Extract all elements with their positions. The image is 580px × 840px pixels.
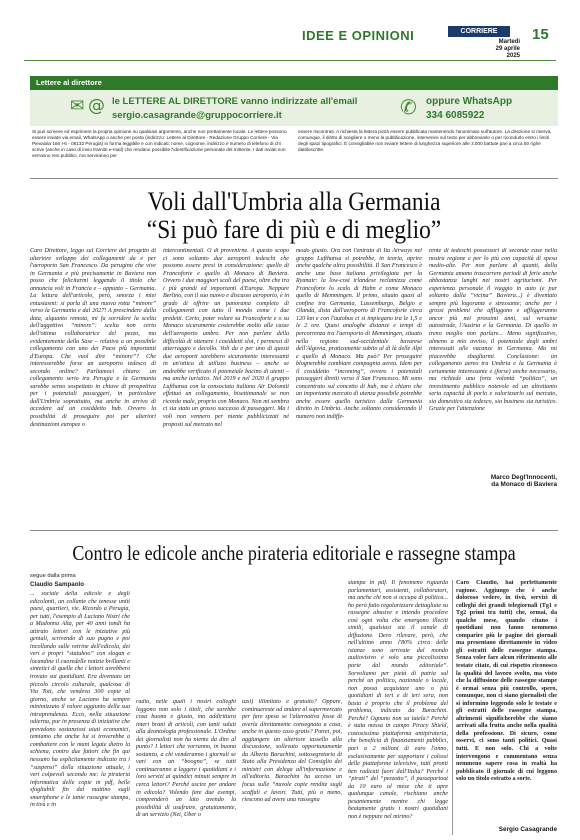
letters-banner: Lettere al direttore <box>30 76 558 90</box>
letter1-headline: Voli dall'Umbria alla Germania <box>147 187 441 216</box>
letter1-column-1: Caro Direttore, leggo sul Corriere del progetto di ulteriore sviluppo dei collegamenti da e per l'aeroporto San Francesco. Da perugino che vive in Germania e più precisamente in Baviera non posso che felicitarmi leggendo il titolo che annuncia voli in Francia e – appunto – Germania. La lettura dell'articolo, però, smorza i miei entusiasmi: si parla di una nuova rotta “minore” verso la Germania e dal 2027! A prescindere dalla data, alquanto remota, mi fa sorridere la scelta dell'aggettivo “minore”: scelta non certo dell'ottima collaboratrice del pezzo, ma evidentemente della Sase – relativa a un possibile collegamento con uno dei Paesi più importanti d'Europa. Che vuol dire “minore”? Che interesserebbe forse un aeroporto tedesco di secondo ordine? Parliamoci chiaro: un collegamento serio tra Perugia e la Germania sarebbe senso sospettato in chiave di prospettiva per i potenziali passeggeri, in particolare dall'Umbria soprattutto, ma anche in arrivo di accedere ad un cosiddetto hub. Ovvero la possibilità di proseguire poi per ulteriori destinazioni europee o <box>30 248 156 428</box>
editor-reply-signature-block <box>456 826 557 833</box>
whatsapp-icon: ✆ <box>400 95 417 119</box>
letter1-signature-place: da Monaco di Baviera <box>491 481 557 488</box>
page-number: 15 <box>532 26 549 43</box>
issue-day-month: 29 aprile <box>495 46 520 52</box>
letter2-author <box>30 581 84 588</box>
letter1-column-2: intercontinentali. O di provenirne. A questo scopo ci sono soltanto due aeroporti tedeschi che possono essere presi in considerazione: quello di Francoforte e quello di Monaco di Baviera. Ovvero i due maggiori scali del paese, oltre che tra i più grandi ed importanti d'Europa. Neppure Berlino, con il suo nuovo e discusso aeroporto, è in grado di offrire un panorama completo di collegamenti con tutto il mondo come i due predetti. Certo, poter volare su Francoforte e o su Monaco sicuramente costerebbe molto alle casse dell'aeroporto umbro. Per non parlare della difficoltà di ottenere i cosiddetti slot, i permessi di atterraggio e decollo. Voli da e per uno di questi due aeroporti sarebbero sicuramente interessanti in un'ottica di utilizzo business – anche se andrebbe verificato il potenziale bacino di utenti – ma anche turistico. Nel 2019 e nel 2020 il gruppo Lufthansa con la consociata italiana Air Dolomiti effettuò un collegamento, bisettimanale se non ricordo male, proprio con Monaco. Non mi sembra ci sia stato un grosso successo di passeggeri. Ma i voli non vennero per niente pubblicizzati né proposti sul mercato nel <box>163 248 289 428</box>
letter2-headline: Contro le edicole anche pirateria editoriale e rassegne stampa <box>72 541 516 565</box>
issue-year: 2025 <box>506 53 520 59</box>
letter2-followup: segue dalla prima <box>30 573 76 579</box>
letter2-column-4: stampa in pdf. Il fenomeno riguarda parlamentari, assistenti, collaboratori, ma anche chi non si occupa di politica... ho però fatto regolarizzare dettagliate su rassegne abusive e intendo procedere così ogni volta che emergono illeciti simili, qualsiasi sia il canale di diffusione. Devo rilevare, però, che nell'ultimo anno l'80% circa delle istanze sono arrivate dal mondo audiovisivo e solo una piccolissima parte dal mondo editoriale”. Sorvoliamo per pietà di patria sul perché un politico, nazionale o locale, non possa acquistare uno o più quotidiani di ieri e di ieri sera, non basta è proprio che il problema del problema, indicato da Barachini. Perché? Ognuno non sa tutela? Perché è stata messa in campo Piracy Shield, costosissima piattaforma antipirateria, che beneficia di finanziamenti pubblici, pari a 2 milioni di euro l'anno, esclusivamente per supportare i colossi delle piattaforme televisive, tutti pronti ben radicati fuori dall'Italia? Perché i “pirati” del “pezzotto”, il passepartout da 10 euro al mese che ti apre qualunque canale, rischiano anche pesantemente mentre chi legge beatamente gratis i nostri quotidiani non è neppure nel mirino? <box>348 580 448 820</box>
section-title: IDEE E OPINIONI <box>302 28 415 43</box>
editor-reply: Caro Claudio, hai perfettamente ragione. Aggiungo che è anche doloroso vedere, in tivù, servizi di colleghi dei grandi telegiornali (Tg1 e Tg2 primi tra tutti) che, ormai, da qualche mese, quando citano i quotidiani non fanno nemmeno comparire più le pagine dei giornali ma presentano direttamente in video gli estratti delle rassegne stampa. Senza voler fare alcun riferimento alle testate citate, di cui rispetto riconosco la qualità del lavoro svolto, ma visto che la diffusione delle rassegne stampe è ormai senza più controllo, spero, comunque, non ci siano giornalisti che si informino leggendo solo le testate e gli estratti delle rassegne stampa, altrimenti significherebbe che siamo arrivati alla frutta anche nella qualità della professione. Di sicuro, come osservi, ci sono tanti politici. Quasi tutti. E non solo. Chi a volte intervengono e commentano senza nemmeno sapere cosa in realtà ha pubblicato il giornale di cui leggono solo un titolo estratto a sorte. <box>456 580 557 783</box>
whatsapp-number[interactable]: 334 6085922 <box>426 110 485 121</box>
letter1-signature: Marco Degl'Innocenti, <box>490 474 557 481</box>
envelope-icon: ✉ <box>70 96 85 116</box>
newspaper-logo: CORRIERE dell'UMBRIA <box>448 26 510 37</box>
letter2-column-3: taxi) illimitato e gratuito? Oppure, continuereste ad andare al supermercato per fare spesa se l'alternativa fosse di averla direttamente consegnata a casa, anche in questo caso gratis? Potrei, poi, aggiungere un ulteriore tassello alla discussione, sollevato opportunamente da Alberto Barachini, sottosegretario di Stato alla Presidenza del Consiglio dei ministri con delega all'informazione e all'editoria. Barachini ha acceso un focus sulle “nuvole copie rendite sugli scaffali e lavori. Tutti, più o meno, riescono ad avere una rassegna <box>242 699 342 804</box>
email-address[interactable]: sergio.casagrande@gruppocorriere.it <box>112 110 282 121</box>
letter2-column-2: radio, nelle quali i nostri colleghi leggono non solo i titoli, che sarebbe cosa buona e giusta, ma addirittura interi brani di articoli, con tanti saluti alla deontologia professionale. L'Ordine dei giornalisti non ha niente da dire al punto? I lettori che vorranno, in buona sostanza, a chi venderanno i giornali se vari con un “boogno”, se tutti continueranno a leggere i quotidiani e i loro servizi ai quindici minuti sempre in cerca lettori? Perché uscire per andare in edicola? Volendo fare due esempi, comprenderò un lato avendo la possibilità di usufruire, gratuitamente, di un servizio (Nei, Uber o <box>136 699 236 819</box>
letter1-column-4: rente di tedeschi possessori di seconde case nella nostra regione e per lo più con capacità di spesa medio-alte. Per non parlare di quanti, dalla Germania amano trascorrere periodi di ferie anche abbastanza lunghi nei nostri agriturismi. Per esperienza personale il viaggio in auto (e pur soltanto dalla “vicina” Baviera...) è diventato sempre più logorante e stressante; anche per i grossi problemi che affliggono e affliggeranno ancor più nei prossimi anni, sul versante autostrade, l'Austria e la Germania. Di quello in treno meglio non parlare... Meno significativo, almeno a mio avviso, il potenziale degli umbri interessati alle vacanze in Germania. Ma mi piacerebbe sbagliarmi. Conclusione: un collegamento aereo tra Umbria e la Germania è certamente interessante e (forse) anche necessario, ma richiede una forte volontà “politica”, un investimento pubblico notevole ed un altrettanto seria capacità di porlo e valorizzarlo sul mercato, sia domestico sia tedesco, sia business sia turistico. Grazie per l'attenzione <box>429 248 557 413</box>
letter1-column-3: modo giusto. Ora con l'entrata di Ita Airways nel gruppo Lufthansa si potrebbe, in teoria, aprire anche qualche altra possibilità. Il San Francesco è anche una base italiana privilegiata per la Ryanair: la low-cost irlandese reclamizza come Francoforte lo scalo di Hahn e come Monaco quello di Memmingen. Il primo, situato quasi al confine tra Germania, Lussemburgo, Belgio e Olanda, dista dall'aeroporto di Francoforte circa 120 km e con l'autobus ci si impiegano tra le 1,5 e le 2 ore. Quasi analoghe distanze e tempi di percorrenza tra l'aeroporto di Memmingen, situato nella regione sud-occidentale bavarese dell'Algovia, praticamente subito al di là delle Alpi e quello di Monaco. Ma può? Per proseguire blognerebbe cambiare compagnia aerea. Idem per il cosiddetto “incoming”, ovvero i potenziali passeggeri diretti verso il San Francesco. Mi sono concentrato sul concetto di hub, ma è chiaro che un importante mercato di utenza possibile potrebbe anche essere quello turistico dalla Germania diretto in Umbria. Anche soltanto considerando il numero non indiffe- <box>296 248 422 421</box>
letter1-signature-block <box>429 474 557 488</box>
email-heading: le LETTERE AL DIRETTORE vanno indirizzate all'email <box>112 96 358 107</box>
whatsapp-heading: oppure WhatsApp <box>426 96 513 107</box>
column-divider <box>452 580 453 835</box>
issue-weekday: Martedì <box>498 39 520 45</box>
letter2-author-name: Claudio Sampaolo <box>30 581 84 588</box>
section-divider <box>30 530 558 531</box>
at-sign-icon: @ <box>88 96 105 116</box>
editor-reply-signature: Sergio Casagrande <box>498 826 557 833</box>
section-divider <box>30 178 558 179</box>
letter2-column-1: ... sociale della edicole e degli edicolanti, un collante che tenesse uniti paesi, quartieri, vie. Ricordo a Perugia, per tutti, l'esempio di Luciano Nistri che a Madonna Alta, per 40 anni tondi ha attirato lettori con le iniziative più geniali, scrivendo di suo pugno e poi incollando sulle vetrine dell'edicola, dei veri e propri “statuboo” con slogan e locandine il cuoredelle notizie brillanti e sintetici di quelle che i lettori avrebbero trovato sui quotidiani. Era diventato un piccolo circolo culturale, qualcosa di Via Toti, che vendeva 300 copie al giorno, anche se Luciano ha sempre minimizzato il valore aggiunto della sua intraprendenza. Ecco, nella situazione odierna, pur in presenza di iniziative che prevedono sostanziosi aiuti economici, temiamo che anche lui si troverebbe a combattere con le mani legate dietro la schiena, contro due fattori che fin qui nessuno ha esplicitamente indicato tra i “suspensi” della situazione attuale, i veri colpevoli secondo me: la pirateria informatica delle copie in pdf, belle sfogliabili fin dal mattino sugli smartphone e le tante rassegne stampa, in tivù e in <box>30 591 130 809</box>
submission-notes-left: Si può scrivere ed esprimere la propria opinione su qualsiasi argomento, anche non prettamente locale. Le lettere possono essere inviate via email, WhatsApp o anche per posta (indirizzo: Lettere al Direttore - Redazione Gruppo Corriere - Via Pievaiola 166 I-6 - 06132 Perugia) in forma leggibile e con indicati: nome, cognome, indirizzo e numero di telefono di chi scrive (anche in caso di invio tramite e-mail) che rendano possibile l'identificazione personale del mittente. I dati inviati non verranno resi pubblici, ma serviranno per <box>32 129 287 158</box>
masthead-divider <box>24 60 556 61</box>
issue-date <box>480 39 520 60</box>
submission-notes-right: essere riscontrati. A richiesta la lettera potrà essere pubblicata mantenendo l'anonimato sull'autore. La direzione si riserva, comunque, il diritto di scegliere o meno la pubblicazione, intervenire sul testo per abbreviarlo o per ricondurlo entro i limiti degli spazi tipografici. È consigliabile non inviare lettere di lunghezza superiore alle 3.000 battute pari a circa 50 righe dattiloscritte. <box>298 129 552 152</box>
letter1-subheadline: “Si può fare di più e di meglio” <box>146 215 442 244</box>
